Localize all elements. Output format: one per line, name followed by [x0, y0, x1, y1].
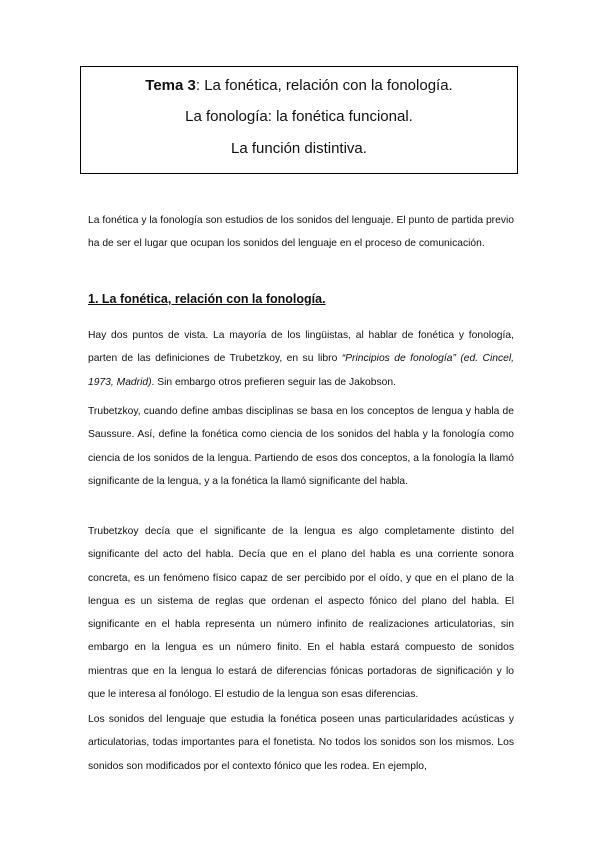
title-line-2: La fonología: la fonética funcional. — [185, 108, 413, 125]
intro-paragraph: La fonética y la fonología son estudios de los sonidos del lenguaje. El punto de partida previo ha de ser el lugar que ocupan los sonidos del lenguaje en el proceso de comunicación. — [88, 215, 514, 250]
paragraph-1-text-b: . Sin embargo otros prefieren seguir las de Jakobson. — [151, 376, 396, 388]
paragraph-3: Trubetzkoy decía que el significante de la lengua es algo completamente distinto del significante del acto del habla. Decía que en el plano del habla es una corriente sonora concreta, es un fenómeno físico capaz de ser percibido por el oído, y que en el plano de la lengua es un sistema de reglas que ordenan el aspecto fónico del plano del habla. El significante en el habla representa un número infinito de realizaciones articulatorias, sin embargo en la lengua es un número finito. En el habla estará compuesto de sonidos mientras que en la lengua lo estará de diferencias fónicas portadoras de significación y lo que le interesa al fonólogo. El estudio de la lengua son esas diferencias. — [88, 526, 514, 701]
title-line-1 — [81, 78, 517, 93]
section-heading: 1. La fonética, relación con la fonología. — [88, 292, 326, 306]
paragraph-4: Los sonidos del lenguaje que estudia la fonética poseen unas particularidades acústicas y articulatorias, todas importantes para el fonetista. No todos los sonidos son los mismos. Los sonidos son modificados por el contexto fónico que les rodea. En ejemplo, — [88, 714, 514, 772]
paragraph-1-text-a: Hay dos puntos de vista. La mayoría de los lingüistas, al hablar de fonética y fonología, parten de las definiciones de Trubetzkoy, en su libro — [88, 330, 514, 365]
title-prefix: Tema 3 — [145, 77, 196, 94]
title-line-1-text: : La fonética, relación con la fonología. — [195, 77, 453, 94]
book-citation: “Principios de fonología” (ed. Cincel, 1973, Madrid) — [88, 353, 514, 388]
paragraph-2: Trubetzkoy, cuando define ambas disciplinas se basa en los conceptos de lengua y habla de Saussure. Así, define la fonética como ciencia de los sonidos del habla y la fonología como ciencia de los sonidos de la lengua. Partiendo de esos dos conceptos, a la fonología la llamó significante de la lengua, y a la fonética la llamó significante del habla. — [88, 406, 514, 487]
title-line-3: La función distintiva. — [231, 140, 367, 157]
paragraph-1 — [88, 324, 514, 394]
title-box — [80, 66, 518, 174]
